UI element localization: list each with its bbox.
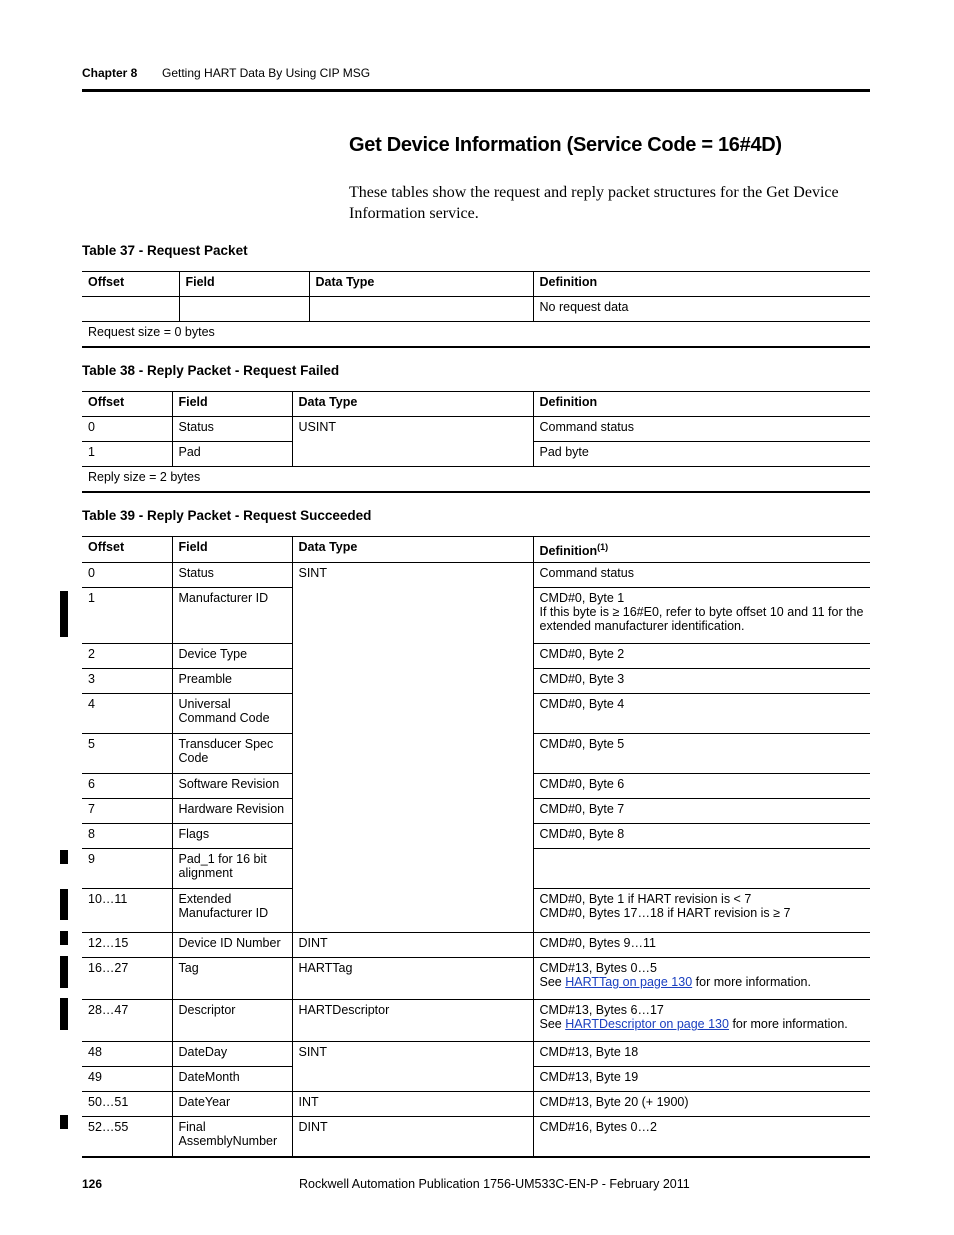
cell-field [179,297,309,322]
change-bar [60,850,68,864]
cell-field: DateDay [172,1042,292,1067]
cell-definition: CMD#0, Byte 6 [533,774,870,799]
cell-field: Software Revision [172,774,292,799]
cell-definition: CMD#0, Byte 4 [533,694,870,734]
table38 [82,391,870,493]
table-row [82,1042,870,1067]
table-row [82,297,870,322]
cell-field: Status [172,417,292,442]
cell-definition: CMD#0, Byte 3 [533,669,870,694]
col-header-offset: Offset [82,392,172,417]
cell-data-type: USINT [292,417,533,467]
cell-offset: 7 [82,799,172,824]
cell-definition: No request data [533,297,870,322]
cell-data-type: SINT [292,563,533,933]
table-row [82,933,870,958]
definition-line: CMD#0, Bytes 17…18 if HART revision is ≥ 7 [539,906,791,921]
cell-field: DateMonth [172,1067,292,1092]
cell-definition: CMD#0, Bytes 9…11 [533,933,870,958]
cell-offset: 16…27 [82,958,172,1000]
table38-caption: Table 38 - Reply Packet - Request Failed [82,363,340,378]
cell-field: Pad [172,442,292,467]
cell-definition: CMD#0, Byte 7 [533,799,870,824]
table-row [82,958,870,1000]
cell-definition: CMD#0, Byte 8 [533,824,870,849]
cell-offset: 5 [82,734,172,774]
cell-offset [82,297,179,322]
cell-definition [533,1000,870,1042]
cell-offset: 4 [82,694,172,734]
cell-offset: 3 [82,669,172,694]
cell-offset: 9 [82,849,172,889]
cell-offset: 12…15 [82,933,172,958]
col-header-definition: Definition [533,392,870,417]
table-row [82,1117,870,1158]
definition-see [540,1017,865,1031]
cell-data-type: DINT [292,1117,533,1158]
table-row [82,563,870,588]
harttag-page-link[interactable]: HARTTag on page 130 [565,975,693,990]
change-bar [60,931,68,945]
section-title: Get Device Information (Service Code = 16#4D) [349,134,782,156]
cell-definition [533,588,870,644]
definition-line: CMD#0, Byte 1 [539,591,625,606]
see-prefix: See [539,1017,566,1032]
cell-field: DateYear [172,1092,292,1117]
cell-field: Extended Manufacturer ID [172,889,292,933]
table39-caption: Table 39 - Reply Packet - Request Succeeded [82,508,372,523]
cell-offset: 1 [82,442,172,467]
cell-offset: 50…51 [82,1092,172,1117]
definition-see [540,975,865,989]
see-suffix: for more information. [692,975,811,990]
intro-paragraph: These tables show the request and reply packet structures for the Get Device Information service. [349,184,839,222]
col-header-field: Field [172,392,292,417]
see-suffix: for more information. [728,1017,848,1032]
change-bar [60,1115,68,1129]
cell-data-type: HARTDescriptor [292,1000,533,1042]
cell-offset: 2 [82,644,172,669]
cell-definition: CMD#0, Byte 5 [533,734,870,774]
col-header-offset: Offset [82,537,172,563]
change-bar [60,956,68,988]
cell-offset: 52…55 [82,1117,172,1158]
cell-offset: 0 [82,417,172,442]
request-size: Request size = 0 bytes [82,322,870,348]
cell-offset: 8 [82,824,172,849]
cell-field: Transducer Spec Code [172,734,292,774]
cell-data-type [309,297,533,322]
col-header-definition [533,537,870,563]
cell-field: Tag [172,958,292,1000]
cell-definition: CMD#13, Byte 20 (+ 1900) [533,1092,870,1117]
cell-definition: CMD#0, Byte 2 [533,644,870,669]
col-header-data-type: Data Type [292,537,533,563]
cell-offset: 6 [82,774,172,799]
table37 [82,271,870,348]
change-bar [60,591,68,637]
cell-definition: CMD#16, Bytes 0…2 [533,1117,870,1158]
definition-header-label: Definition [539,544,598,559]
cell-field: Status [172,563,292,588]
cell-definition [533,849,870,889]
cell-field: Hardware Revision [172,799,292,824]
chapter-title: Getting HART Data By Using CIP MSG [162,66,371,80]
cell-definition: CMD#13, Byte 18 [533,1042,870,1067]
cell-data-type: HARTTag [292,958,533,1000]
definition-line: CMD#13, Bytes 0…5 [539,961,657,976]
change-bar [60,889,68,920]
reply-size: Reply size = 2 bytes [82,467,870,493]
table-row [82,417,870,442]
cell-field: Device ID Number [172,933,292,958]
footnote-marker: (1) [597,542,609,552]
col-header-data-type: Data Type [309,272,533,297]
cell-field: Preamble [172,669,292,694]
cell-definition [533,889,870,933]
cell-field: Flags [172,824,292,849]
see-prefix: See [539,975,566,990]
cell-field: Descriptor [172,1000,292,1042]
cell-offset: 49 [82,1067,172,1092]
table-row [82,1000,870,1042]
cell-offset: 1 [82,588,172,644]
definition-note: If this byte is ≥ 16#E0, refer to byte offset 10 and 11 for the extended manufacturer identification. [539,605,864,634]
cell-field: Manufacturer ID [172,588,292,644]
cell-definition: Pad byte [533,442,870,467]
cell-definition: Command status [533,417,870,442]
definition-line: CMD#13, Bytes 6…17 [539,1003,664,1018]
cell-offset: 28…47 [82,1000,172,1042]
page-number: 126 [82,1177,103,1191]
cell-offset: 48 [82,1042,172,1067]
cell-field: Pad_1 for 16 bit alignment [172,849,292,889]
cell-field: Universal Command Code [172,694,292,734]
cell-definition [533,958,870,1000]
col-header-data-type: Data Type [292,392,533,417]
cell-definition: Command status [533,563,870,588]
cell-field: Device Type [172,644,292,669]
cell-definition: CMD#13, Byte 19 [533,1067,870,1092]
table37-caption: Table 37 - Request Packet [82,243,248,258]
header-rule [82,89,870,92]
hartdescriptor-page-link[interactable]: HARTDescriptor on page 130 [565,1017,729,1032]
col-header-field: Field [172,537,292,563]
col-header-offset: Offset [82,272,179,297]
cell-data-type: INT [292,1092,533,1117]
table-footer-row [82,467,870,493]
publication-info: Rockwell Automation Publication 1756-UM533C-EN-P - February 2011 [299,1177,690,1191]
cell-offset: 0 [82,563,172,588]
change-bar [60,998,68,1030]
cell-data-type: DINT [292,933,533,958]
cell-field: Final AssemblyNumber [172,1117,292,1158]
col-header-field: Field [179,272,309,297]
definition-line: CMD#0, Byte 1 if HART revision is < 7 [539,892,752,907]
cell-data-type: SINT [292,1042,533,1092]
col-header-definition: Definition [533,272,870,297]
table-footer-row [82,322,870,348]
table39 [82,536,870,1158]
chapter-label: Chapter 8 [82,66,138,80]
table-row [82,1092,870,1117]
cell-offset: 10…11 [82,889,172,933]
